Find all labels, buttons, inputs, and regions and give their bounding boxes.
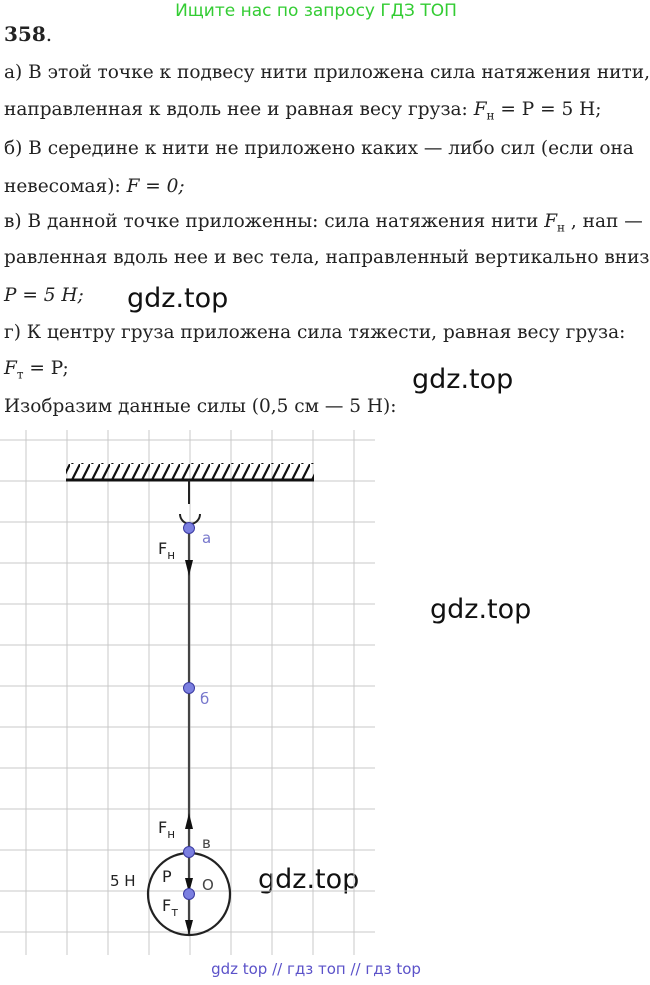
text-line-intro: Изобразим данные силы (0,5 см — 5 Н): [4,396,397,417]
text-v1: в) В данной точке приложенны: сила натяжения нити [4,211,545,232]
text-line-g2 [4,358,69,382]
watermark: gdz.top [127,283,229,314]
text-line-v3 [4,285,84,306]
text-line-b1: б) В середине к нити не приложено каких — либо сил (если она [4,138,634,159]
text-b2: невесомая): [4,176,127,197]
formula-f: F [473,99,487,120]
formula-f: F [544,211,558,232]
label-point-o: О [202,876,214,894]
text-line-a2 [4,99,602,123]
label-point-a: а [202,529,212,547]
formula-p: P = 5 Н; [4,285,84,306]
label-p: P [162,867,172,886]
formula-sub-n: н [486,108,495,123]
point-o [184,889,195,900]
label-f-bottom-sub: т [171,905,179,919]
watermark: gdz.top [258,864,360,895]
label-f-mid [158,818,175,841]
label-point-v: в [202,834,211,852]
label-scale: 5 Н [110,872,136,890]
point-v [184,847,195,858]
watermark: gdz.top [412,364,514,395]
label-f-bottom-letter: F [162,896,172,915]
label-f-top [158,539,175,562]
problem-number-dot: . [45,22,53,46]
label-point-b: б [200,690,210,708]
formula-sub-t: т [16,367,24,382]
label-f-top-letter: F [158,539,168,558]
force-diagram [0,430,632,960]
formula-sub-n: н [557,220,566,235]
problem-number-value: 358 [4,22,46,46]
formula-rest: = P = 5 Н; [494,99,602,120]
text-v1-rest: , нап — [565,211,643,232]
search-banner[interactable]: Ищите нас по запросу ГДЗ ТОП [175,1,457,21]
ceiling-hatching [66,463,314,479]
problem-number [4,22,52,46]
text-line-b2 [4,176,185,197]
footer-links[interactable]: gdz top // гдз топ // гдз top [211,960,421,978]
text-line-v1 [4,211,643,235]
label-f-mid-letter: F [158,818,168,837]
text-a2: направленная к вдоль нее и равная весу груза: [4,99,474,120]
arrow-f-top [185,560,193,576]
point-b [184,683,195,694]
formula-f: F [4,358,17,379]
formula-f-zero: F = 0; [126,176,185,197]
text-line-a1: а) В этой точке к подвесу нити приложена сила натяжения нити, [4,62,650,83]
label-f-bottom [162,896,178,919]
text-line-v2: равленная вдоль нее и вес тела, направленный вертикально вниз [4,247,650,268]
point-a [184,523,195,534]
arrow-f-mid [185,813,193,829]
label-f-mid-sub: н [167,827,176,841]
formula-rest: = P; [23,358,69,379]
watermark: gdz.top [430,594,532,625]
arrow-f-bottom [185,920,193,935]
label-f-top-sub: н [167,548,176,562]
text-line-g1: г) К центру груза приложена сила тяжести, равная весу груза: [4,322,626,343]
